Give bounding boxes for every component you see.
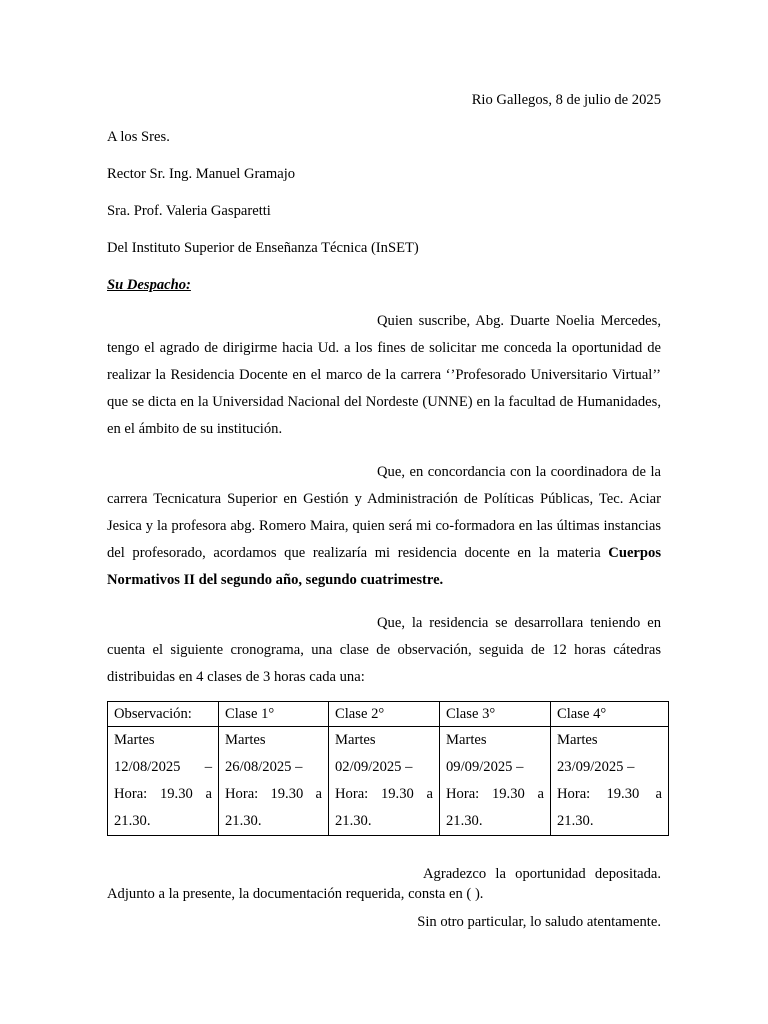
cell-hour-line [446,781,544,808]
cell-hour-line [557,781,662,808]
schedule-table [107,701,669,836]
cell-dash: – [295,759,303,775]
despacho-heading-line [107,275,661,296]
cell-hour-sep: a [426,786,433,802]
header-cell: Clase 2° [329,702,440,727]
cell-hour-label: Hora: [225,786,259,802]
cell-hour-to: 21.30. [446,813,483,829]
paragraph-schedule-intro: Que, la residencia se desarrollara teniendo en cuenta el siguiente cronograma, una clase de observación, seguida de 12 horas cátedras distribuidas en 4 clases de 3 horas cada una: [107,615,661,685]
cell-hour-sep: a [315,786,322,802]
cell-date-line [557,754,662,781]
cell-hour-from: 19.30 [159,786,193,802]
cell-day: Martes [335,732,376,748]
cell-dash: – [405,759,413,775]
cell-dash: – [627,759,635,775]
schedule-header-row [108,702,669,727]
cell-date: 02/09/2025 [335,759,402,775]
closing-thanks: Agradezco la oportunidad depositada. Adjunto a la presente, la documentación requerida, consta en ( ). [107,866,661,902]
cell-hour-to: 21.30. [114,813,151,829]
cell-date-line [225,754,322,781]
cell-date: 12/08/2025 [114,759,181,775]
recipient-institute: Del Instituto Superior de Enseñanza Técnica (InSET) [107,240,419,256]
cell-date: 23/09/2025 [557,759,624,775]
schedule-cell-clase-1 [219,727,329,836]
cell-hour-sep: a [655,786,662,802]
cell-date: 09/09/2025 [446,759,513,775]
cell-date-line [446,754,544,781]
cell-hour-sep: a [537,786,544,802]
cell-day: Martes [557,732,598,748]
cell-hour-to: 21.30. [557,813,594,829]
cell-date: 26/08/2025 [225,759,292,775]
cell-day: Martes [446,732,487,748]
cell-dash: – [204,759,212,775]
subject-name: Cuerpos Normativos II del segundo año, segundo cuatrimestre. [107,545,661,588]
schedule-cell-clase-4 [551,727,669,836]
paragraph-request: Quien suscribe, Abg. Duarte Noelia Mercedes, tengo el agrado de dirigirme hacia Ud. a los fines de solicitar me conceda la oportunidad de realizar la Residencia Docente en el marco de la carrera ‘’Profesorado Universitario Virtual’’ que se dicta en la Universidad Nacional del Nordeste (UNNE) en la facultad de Humanidades, en el ámbito de su institución. [107,313,661,437]
cell-hour-label: Hora: [114,786,148,802]
cell-date-line [335,754,433,781]
cell-day: Martes [114,732,155,748]
header-cell: Clase 1° [219,702,329,727]
header-cell: Clase 4° [551,702,669,727]
header-cell: Clase 3° [440,702,551,727]
cell-hour-line [335,781,433,808]
schedule-cell-clase-2 [329,727,440,836]
cell-hour-label: Hora: [446,786,480,802]
cell-hour-from: 19.30 [606,786,640,802]
recipient-rector: Rector Sr. Ing. Manuel Gramajo [107,166,296,182]
header-cell: Observación: [108,702,219,727]
cell-hour-sep: a [205,786,212,802]
cell-hour-to: 21.30. [335,813,372,829]
cell-hour-from: 19.30 [270,786,304,802]
closing-farewell: Sin otro particular, lo saludo atentamente. [417,914,661,930]
schedule-cell-clase-3 [440,727,551,836]
cell-hour-label: Hora: [335,786,369,802]
cell-hour-line [114,781,212,808]
date-line: Rio Gallegos, 8 de julio de 2025 [471,92,661,108]
letter-body [107,90,661,933]
schedule-cell-observacion [108,727,219,836]
cell-date-line [114,754,212,781]
salutation: A los Sres. [107,129,170,145]
cell-hour-to: 21.30. [225,813,262,829]
paragraph-agreement-text: Que, en concordancia con la coordinadora de la carrera Tecnicatura Superior en Gestión y Administración de Políticas Públicas, Tec. Aciar Jesica y la profesora abg. Romero Maira, quien será mi co-formadora en las últimas instancias del profesorado, acordamos que realizaría mi residencia docente en la materia [107,464,661,561]
cell-dash: – [516,759,524,775]
cell-hour-line [225,781,322,808]
cell-day: Martes [225,732,266,748]
su-despacho-heading: Su Despacho: [107,277,191,293]
cell-hour-from: 19.30 [380,786,414,802]
cell-hour-from: 19.30 [491,786,525,802]
recipient-professor: Sra. Prof. Valeria Gasparetti [107,203,271,219]
cell-hour-label: Hora: [557,786,591,802]
schedule-data-row [108,727,669,836]
paragraph-agreement [107,459,661,594]
